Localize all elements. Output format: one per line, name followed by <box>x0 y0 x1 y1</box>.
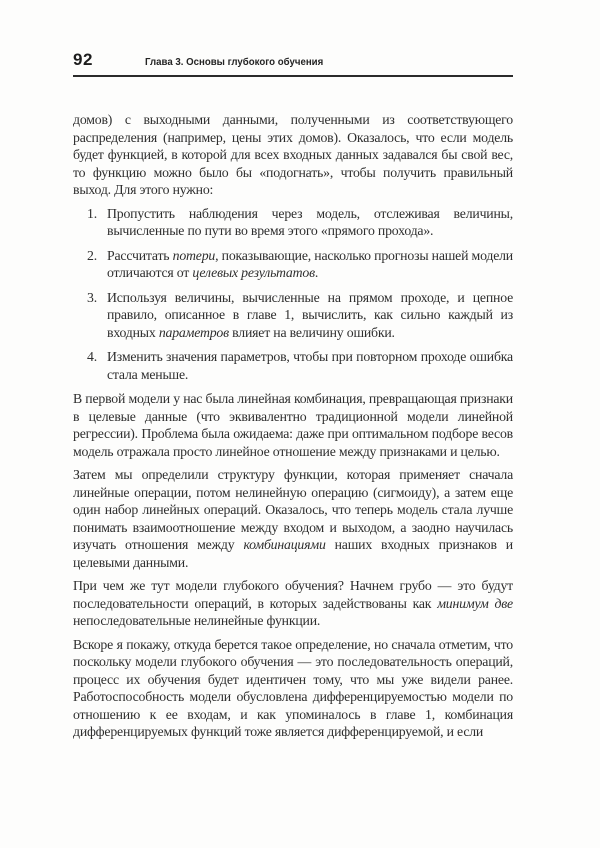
list-item <box>73 348 513 383</box>
list-item-text: Пропустить наблюдения через модель, отслеживая величины, вычисленные по пути во время этого «прямого прохода». <box>107 205 513 238</box>
list-item-number: 4. <box>87 349 97 364</box>
paragraph-differentiability: Вскоре я покажу, откуда берется такое определение, но сначала отметим, что поскольку модели глубокого обучения — это последовательность операций, процесс их обучения будет идентичен тому, что мы уже видели ранее. Работоспособность модели обусловлена дифференцируемостью модели по отношению к ее входам, и как упоминалось в главе 1, комбинация дифференцируемых функций тоже является дифференцируемой, и если <box>73 636 513 739</box>
list-item-number: 3. <box>87 289 97 305</box>
list-item <box>73 205 513 240</box>
page-header <box>73 50 513 70</box>
page-body <box>73 111 513 741</box>
numbered-list <box>73 205 513 384</box>
paragraph-function-structure: Затем мы определили структуру функции, которая применяет сначала линейные операции, потом нелинейную операцию (сигмоиду), а затем еще один набор линейных операций. Оказалось, что теперь модель стала лучше понимать взаимоотношение между входом и выходом, а заодно научилась изучать отношения между комбинациями наших входных признаков и целевыми данными. <box>73 467 513 570</box>
list-item <box>73 289 513 342</box>
list-item-number: 1. <box>87 205 97 221</box>
paragraph-first-model: В первой модели у нас была линейная комбинация, превращающая признаки в целевые данные (что эквивалентно традиционной модели линейной регрессии). Проблема была ожидаема: даже при оптимальном подборе весов модель отражала просто линейное отношение между признаками и целью. <box>73 391 513 459</box>
paragraph-intro: домов) с выходными данными, полученными из соответствующего распределения (например, цены этих домов). Оказалось, что если модель будет функцией, в которой для всех входных данных задавался бы свой вес, то функцию можно было бы «подогнать», чтобы получить правильный выход. Для этого нужно: <box>73 112 513 197</box>
page-number: 92 <box>73 50 93 69</box>
paragraph-deep-learning-definition: При чем же тут модели глубокого обучения? Начнем грубо — это будут последовательности операций, в которых задействованы как минимум две непоследовательные нелинейные функции. <box>73 578 513 628</box>
header-rule <box>73 75 513 77</box>
list-item <box>73 247 513 282</box>
list-item-text: Рассчитать потери, показывающие, насколько прогнозы нашей модели отличаются от целевых результатов. <box>107 247 513 280</box>
list-item-text: Изменить значения параметров, чтобы при повторном проходе ошибка стала меньше. <box>107 349 513 382</box>
running-head: Глава 3. Основы глубокого обучения <box>144 56 324 68</box>
list-item-text: Используя величины, вычисленные на прямом проходе, и цепное правило, описанное в главе 1, вычислить, как сильно каждый из входных параметров влияет на величину ошибки. <box>107 289 513 340</box>
list-item-number: 2. <box>87 247 97 263</box>
